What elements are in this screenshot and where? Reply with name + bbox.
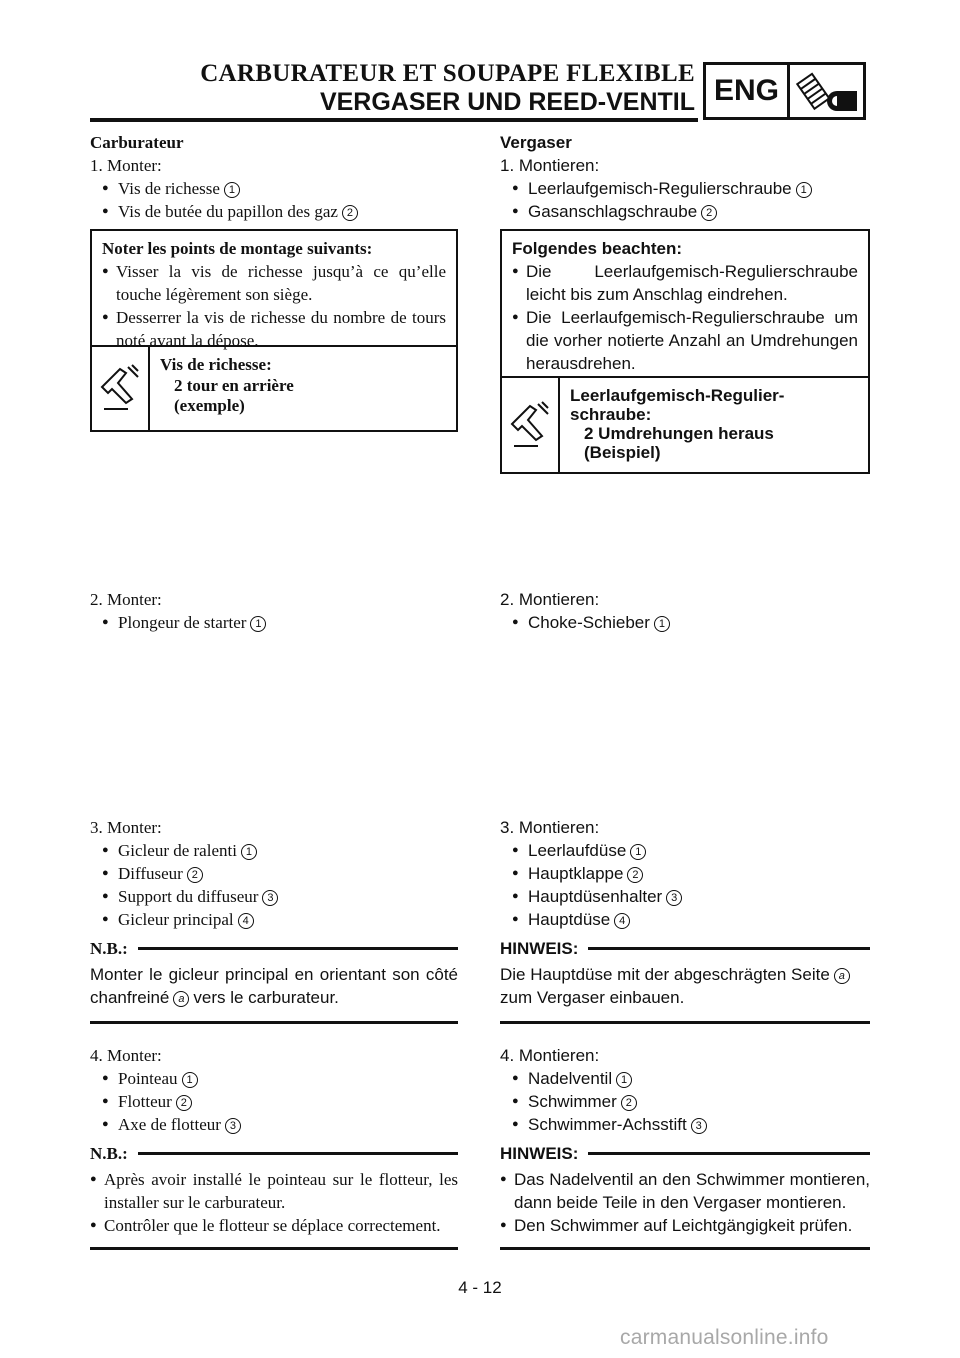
de-spec-value: 2 Umdrehungen heraus — [584, 424, 774, 443]
list-item: ● Hauptdüse 4 — [500, 908, 870, 931]
de-step3-label: 3. Montieren: — [500, 818, 600, 837]
list-item: ● Diffuseur 2 — [90, 862, 458, 885]
fr-nb1-head: N.B.: — [90, 939, 128, 958]
list-item: ● Plongeur de starter 1 — [90, 611, 458, 634]
fr-nb2-head: N.B.: — [90, 1144, 128, 1163]
list-item: ● Leerlaufgemisch-Regulierschraube 1 — [500, 177, 870, 200]
de-step2-label: 2. Montieren: — [500, 590, 600, 609]
de-step1-label: 1. Montieren: — [500, 156, 600, 175]
de-section-2 — [500, 588, 870, 634]
caliper-icon — [502, 378, 560, 474]
de-nb1-end-rule — [500, 1021, 870, 1024]
de-section-4 — [500, 1044, 870, 1136]
de-note-title: Folgendes beachten: — [512, 239, 683, 258]
list-item: ● Gicleur de ralenti 1 — [90, 839, 458, 862]
de-nb2-head: HINWEIS: — [500, 1144, 579, 1163]
de-section-title: Vergaser — [500, 133, 572, 152]
fr-step3-label: 3. Monter: — [90, 818, 162, 837]
list-item: ● Support du diffuseur 3 — [90, 885, 458, 908]
carburetor-tool-icon — [793, 65, 863, 117]
fr-section-4 — [90, 1044, 458, 1136]
list-item: ● Die Leerlaufgemisch-Regulierschraube leicht bis zum Anschlag eindrehen. — [512, 260, 858, 306]
de-section-3 — [500, 816, 870, 931]
list-item: ● Schwimmer 2 — [500, 1090, 870, 1113]
list-item: ● Vis de butée du papillon des gaz 2 — [90, 200, 458, 223]
fr-section-3 — [90, 816, 458, 931]
list-item: ● Leerlaufdüse 1 — [500, 839, 870, 862]
fr-step2-label: 2. Monter: — [90, 590, 162, 609]
list-item: ● Die Leerlaufgemisch-Regulierschraube um die vorher notierte Anzahl an Umdrehungen herausdrehen. — [512, 306, 858, 375]
fr-spec-row — [92, 345, 456, 430]
list-item: ● Visser la vis de richesse jusqu’à ce qu’elle touche légèrement son siège. — [102, 260, 446, 306]
de-nb2-end-rule — [500, 1247, 870, 1250]
fr-nb2-end-rule — [90, 1247, 458, 1250]
list-item: ● Vis de richesse 1 — [90, 177, 458, 200]
eng-badge: ENG — [706, 62, 790, 120]
caliper-icon — [92, 347, 150, 430]
fr-spec-note: (exemple) — [174, 396, 245, 415]
de-spec-title-2: schraube: — [570, 405, 652, 424]
fr-note-title: Noter les points de montage suivants: — [102, 239, 373, 258]
de-nb1 — [500, 937, 870, 1024]
list-item: ● Après avoir installé le pointeau sur le flotteur, les installer sur le carburateur. — [90, 1170, 458, 1212]
fr-step1-label: 1. Monter: — [90, 156, 162, 175]
list-item: ● Desserrer la vis de richesse du nombre de tours noté avant la dépose. — [102, 306, 446, 352]
fr-step4-label: 4. Monter: — [90, 1046, 162, 1065]
list-item: ● Den Schwimmer auf Leichtgängigkeit prüfen. — [500, 1216, 853, 1235]
list-item: ● Nadelventil 1 — [500, 1067, 870, 1090]
header-title-fr: CARBURATEUR ET SOUPAPE FLEXIBLE — [200, 60, 695, 87]
fr-nb2 — [90, 1142, 458, 1250]
fr-nb1-text: Monter le gicleur principal en orientant son côté chanfreiné a vers le carburateur. — [90, 965, 458, 1007]
list-item: ● Hauptklappe 2 — [500, 862, 870, 885]
de-nb2 — [500, 1142, 870, 1250]
fr-nb1 — [90, 937, 458, 1024]
de-spec-row — [502, 376, 868, 474]
list-item: ● Gicleur principal 4 — [90, 908, 458, 931]
de-spec-note: (Beispiel) — [584, 443, 661, 462]
de-nb1-head: HINWEIS: — [500, 939, 579, 958]
de-note-box — [500, 229, 870, 474]
fr-note-box — [90, 229, 458, 432]
header-rule — [90, 118, 698, 122]
de-nb1-text: Die Hauptdüse mit der abgeschrägten Seite azum Vergaser einbauen. — [500, 963, 870, 1009]
de-section-1 — [500, 131, 870, 223]
list-item: ● Axe de flotteur 3 — [90, 1113, 458, 1136]
fr-spec-value: 2 tour en arrière — [174, 376, 294, 395]
fr-section-1 — [90, 131, 458, 223]
list-item: ● Contrôler que le flotteur se déplace correctement. — [90, 1216, 441, 1235]
list-item: ● Gasanschlagschraube 2 — [500, 200, 870, 223]
list-item: ● Schwimmer-Achsstift 3 — [500, 1113, 870, 1136]
fr-section-2 — [90, 588, 458, 634]
de-spec-title: Leerlaufgemisch-Regulier- — [570, 386, 785, 405]
list-item: ● Pointeau 1 — [90, 1067, 458, 1090]
list-item: ● Das Nadelventil an den Schwimmer montieren, dann beide Teile in den Vergaser montieren. — [500, 1170, 870, 1212]
watermark: carmanualsonline.info — [620, 1326, 829, 1349]
list-item: ● Flotteur 2 — [90, 1090, 458, 1113]
de-step4-label: 4. Montieren: — [500, 1046, 600, 1065]
fr-section-title: Carburateur — [90, 133, 184, 152]
fr-spec-title: Vis de richesse: — [160, 355, 272, 374]
fr-nb1-end-rule — [90, 1021, 458, 1024]
list-item: ● Hauptdüsenhalter 3 — [500, 885, 870, 908]
list-item: ● Choke-Schieber 1 — [500, 611, 870, 634]
header-title-de: VERGASER UND REED-VENTIL — [319, 88, 695, 116]
page-number: 4 - 12 — [458, 1278, 502, 1297]
